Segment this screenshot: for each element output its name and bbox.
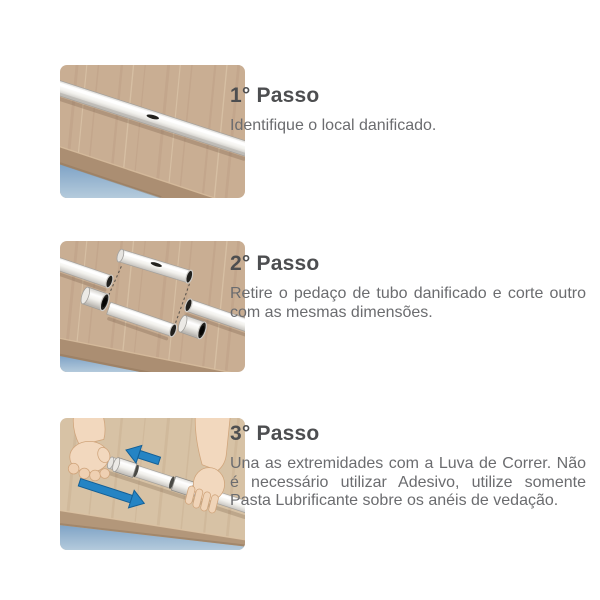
step2-text bbox=[230, 252, 586, 322]
step3-text bbox=[230, 422, 586, 511]
step1-illustration bbox=[60, 65, 245, 198]
left-hand bbox=[68, 418, 112, 481]
step2-illustration bbox=[60, 241, 245, 372]
step3-description: Una as extremidades com a Luva de Correr. Não é necessário utilizar Adesivo, utilize somente Pasta Lubrificante sobre os anéis de vedação. bbox=[230, 455, 586, 510]
step2-description: Retire o pedaço de tubo danificado e corte outro com as mesmas dimensões. bbox=[230, 285, 586, 321]
step2-title: 2° Passo bbox=[230, 252, 320, 275]
step1-text bbox=[230, 84, 586, 136]
step1-description: Identifique o local danificado. bbox=[230, 117, 437, 134]
step3-illustration bbox=[60, 418, 245, 550]
step1-title: 1° Passo bbox=[230, 84, 320, 107]
step3-title: 3° Passo bbox=[230, 422, 320, 445]
